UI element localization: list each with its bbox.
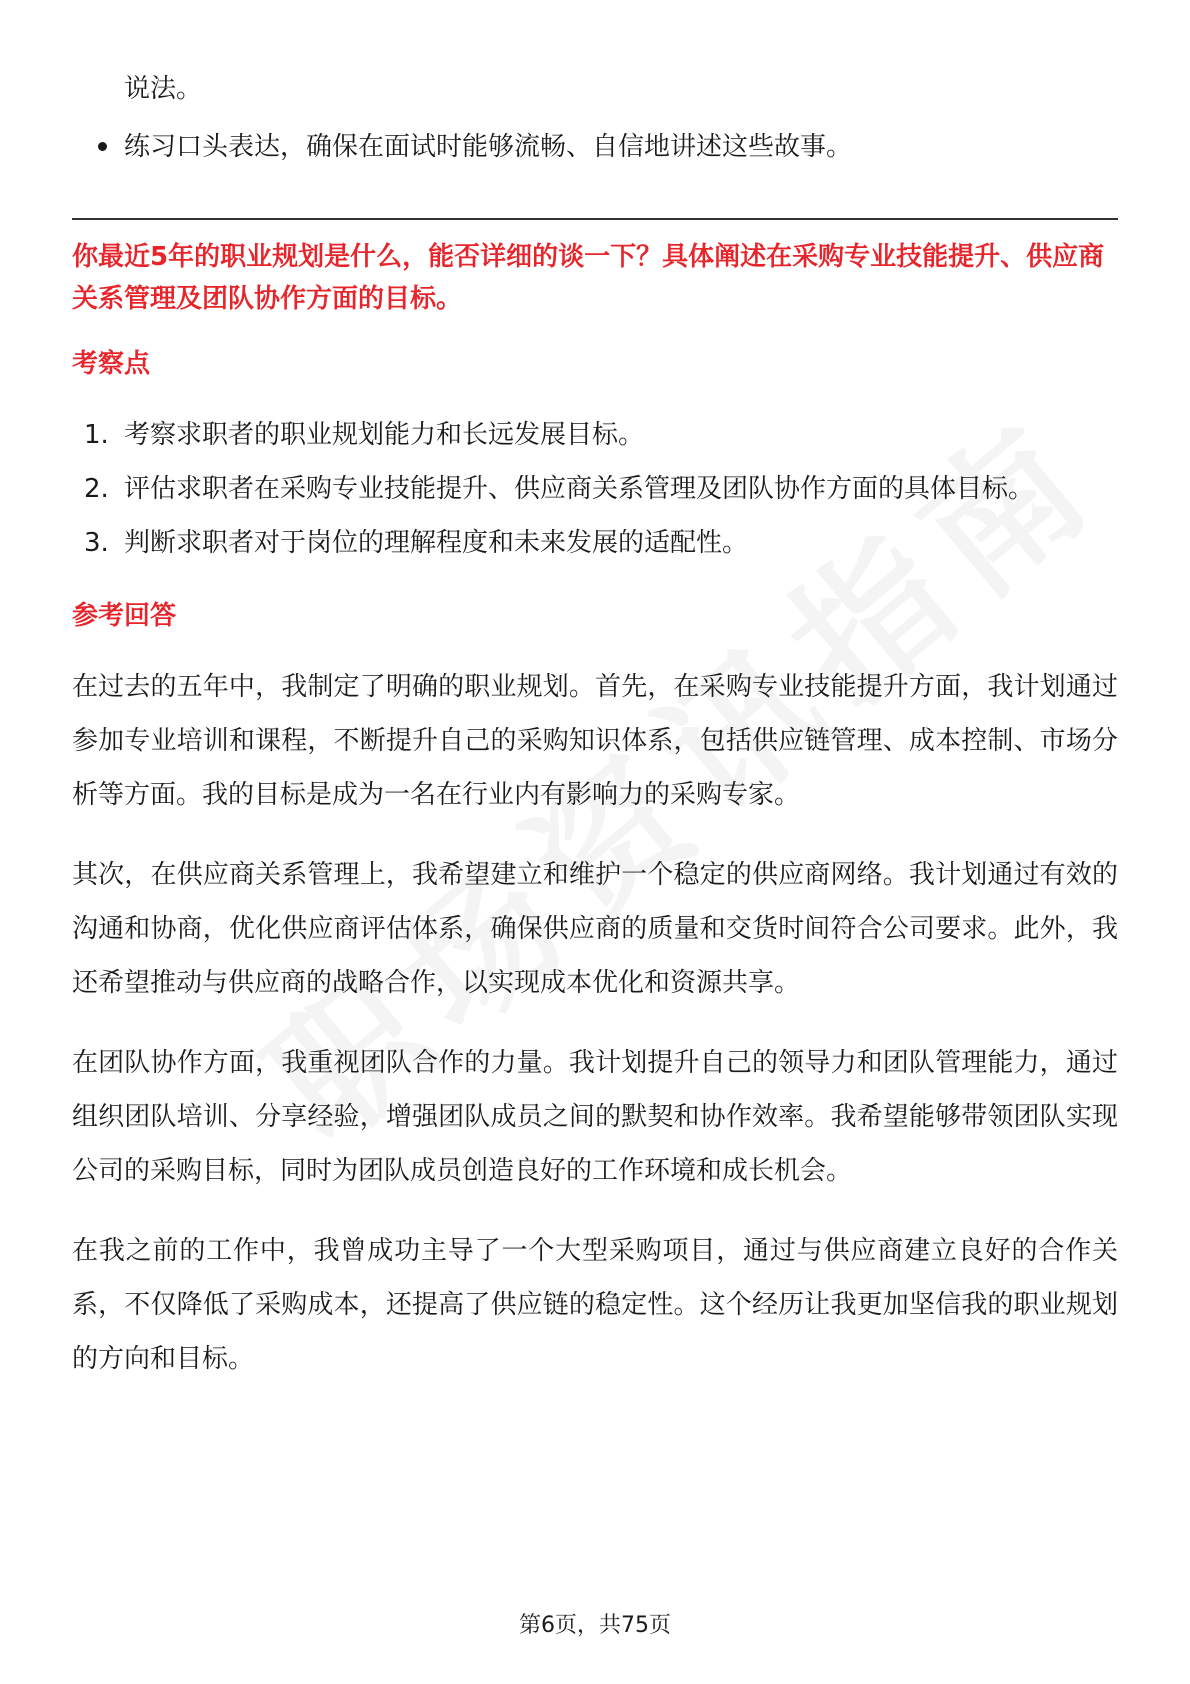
bullet-text: 练习口头表达，确保在面试时能够流畅、自信地讲述这些故事。 <box>124 132 853 162</box>
answer-paragraph: 在我之前的工作中，我曾成功主导了一个大型采购项目，通过与供应商建立良好的合作关系，不仅降低了采购成本，还提高了供应链的稳定性。这个经历让我更加坚信我的职业规划的方向和目标。 <box>72 1236 1118 1374</box>
item-number: 3. <box>84 528 109 558</box>
answer-paragraph: 其次，在供应商关系管理上，我希望建立和维护一个稳定的供应商网络。我计划通过有效的沟通和协商，优化供应商评估体系，确保供应商的质量和交货时间符合公司要求。此外，我还希望推动与供应商的战略合作，以实现成本优化和资源共享。 <box>72 860 1118 998</box>
item-text: 考察求职者的职业规划能力和长远发展目标。 <box>124 420 645 450</box>
answer-paragraph: 在过去的五年中，我制定了明确的职业规划。首先，在采购专业技能提升方面，我计划通过参加专业培训和课程，不断提升自己的采购知识体系，包括供应链管理、成本控制、市场分析等方面。我的目标是成为一名在行业内有影响力的采购专家。 <box>72 672 1118 810</box>
assessment-item <box>72 516 1118 570</box>
page-content <box>72 60 1118 1412</box>
assessment-item <box>72 408 1118 462</box>
answer-title: 参考回答 <box>72 601 177 631</box>
section-divider <box>72 218 1118 220</box>
assessment-title: 考察点 <box>72 349 151 379</box>
page-footer: 第6页，共75页 <box>519 1613 671 1638</box>
answer-paragraph: 在团队协作方面，我重视团队合作的力量。我计划提升自己的领导力和团队管理能力，通过组织团队培训、分享经验，增强团队成员之间的默契和协作效率。我希望能够带领团队实现公司的采购目标，同时为团队成员创造良好的工作环境和成长机会。 <box>72 1048 1118 1186</box>
previous-bullet-list <box>72 60 1118 176</box>
bullet-continuation: 说法。 <box>124 74 203 104</box>
assessment-list <box>72 408 1118 570</box>
item-number: 2. <box>84 474 109 504</box>
item-text: 评估求职者在采购专业技能提升、供应商关系管理及团队协作方面的具体目标。 <box>124 474 1035 504</box>
assessment-item <box>72 462 1118 516</box>
bullet-item <box>72 118 1118 176</box>
item-number: 1. <box>84 420 109 450</box>
question-heading: 你最近5年的职业规划是什么，能否详细的谈一下？具体阐述在采购专业技能提升、供应商关系管理及团队协作方面的目标。 <box>72 242 1105 314</box>
item-text: 判断求职者对于岗位的理解程度和未来发展的适配性。 <box>124 528 749 558</box>
bullet-dot-icon <box>98 142 107 151</box>
